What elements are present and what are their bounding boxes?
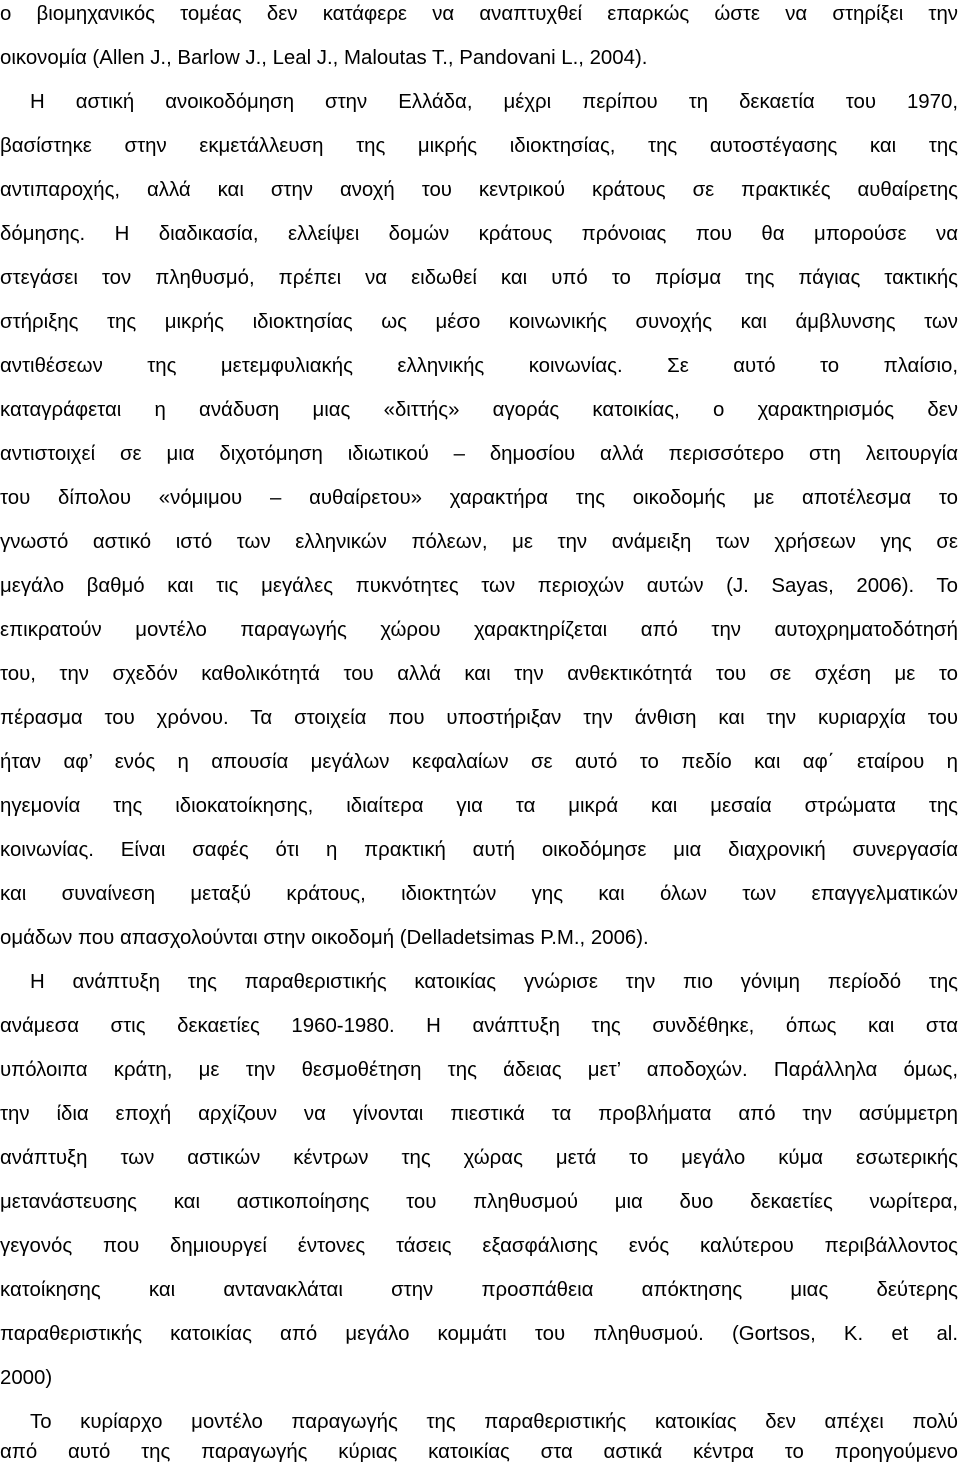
text-line: του, την σχεδόν καθολικότητά του αλλά και την ανθεκτικότητά του σε σχέση με το [0, 663, 958, 685]
text-line: επικρατούν μοντέλο παραγωγής χώρου χαρακτηρίζεται από την αυτοχρηματοδότησή [0, 619, 958, 641]
text-line: καταγράφεται η ανάδυση μιας «διττής» αγοράς κατοικίας, ο χαρακτηρισμός δεν [0, 399, 958, 421]
text-line: κατοίκησης και αντανακλάται στην προσπάθεια απόκτησης μιας δεύτερης [0, 1279, 958, 1301]
text-line: του δίπολου «νόμιμου – αυθαίρετου» χαρακτήρα της οικοδομής με αποτέλεσμα το [0, 487, 958, 509]
text-line: αντιπαροχής, αλλά και στην ανοχή του κεντρικού κράτους σε πρακτικές αυθαίρετης [0, 179, 958, 201]
text-line: γεγονός που δημιουργεί έντονες τάσεις εξασφάλισης ενός καλύτερου περιβάλλοντος [0, 1235, 958, 1257]
text-line: βασίστηκε στην εκμετάλλευση της μικρής ιδιοκτησίας, της αυτοστέγασης και της [0, 135, 958, 157]
text-line: οικονομία (Allen J., Barlow J., Leal J., Maloutas T., Pandovani L., 2004). [0, 47, 648, 69]
text-line: δόμησης. Η διαδικασία, ελλείψει δομών κράτους πρόνοιας που θα μπορούσε να [0, 223, 958, 245]
text-line: ομάδων που απασχολούνται στην οικοδομή (Delladetsimas P.M., 2006). [0, 927, 649, 949]
text-line: παραθεριστικής κατοικίας από μεγάλο κομμάτι του πληθυσμού. (Gortsos, K. et al. [0, 1323, 958, 1345]
text-line: πέρασμα του χρόνου. Τα στοιχεία που υποστήριξαν την άνθιση και την κυριαρχία του [0, 707, 958, 729]
text-line: ο βιομηχανικός τομέας δεν κατάφερε να αναπτυχθεί επαρκώς ώστε να στηρίξει την [0, 3, 958, 25]
paragraph-first-line: Η ανάπτυξη της παραθεριστικής κατοικίας γνώρισε την πιο γόνιμη περίοδό της [30, 971, 958, 993]
text-line: στήριξης της μικρής ιδιοκτησίας ως μέσο κοινωνικής συνοχής και άμβλυνσης των [0, 311, 958, 333]
text-line: ηγεμονία της ιδιοκατοίκησης, ιδιαίτερα για τα μικρά και μεσαία στρώματα της [0, 795, 958, 817]
paragraph-first-line: Η αστική ανοικοδόμηση στην Ελλάδα, μέχρι περίπου τη δεκαετία του 1970, [30, 91, 958, 113]
text-line: αντιστοιχεί σε μια διχοτόμηση ιδιωτικού – δημοσίου αλλά περισσότερο στη λειτουργία [0, 443, 958, 465]
text-line: ανάπτυξη των αστικών κέντρων της χώρας μετά το μεγάλο κύμα εσωτερικής [0, 1147, 958, 1169]
text-line: ανάμεσα στις δεκαετίες 1960-1980. Η ανάπτυξη της συνδέθηκε, όπως και στα [0, 1015, 958, 1037]
text-line: μεγάλο βαθμό και τις μεγάλες πυκνότητες των περιοχών αυτών (J. Sayas, 2006). Το [0, 575, 958, 597]
paragraph-first-line: Το κυρίαρχο μοντέλο παραγωγής της παραθεριστικής κατοικίας δεν απέχει πολύ [30, 1411, 958, 1433]
text-line: από αυτό της παραγωγής κύριας κατοικίας στα αστικά κέντρα το προηγούμενο [0, 1441, 958, 1463]
text-line: αντιθέσεων της μετεμφυλιακής ελληνικής κοινωνίας. Σε αυτό το πλαίσιο, [0, 355, 958, 377]
text-line: την ίδια εποχή αρχίζουν να γίνονται πιεστικά τα προβλήματα από την ασύμμετρη [0, 1103, 958, 1125]
text-line: και συναίνεση μεταξύ κράτους, ιδιοκτητών γης και όλων των επαγγελματικών [0, 883, 958, 905]
text-line: μετανάστευσης και αστικοποίησης του πληθυσμού μια δυο δεκαετίες νωρίτερα, [0, 1191, 958, 1213]
text-line: κοινωνίας. Είναι σαφές ότι η πρακτική αυτή οικοδόμησε μια διαχρονική συνεργασία [0, 839, 958, 861]
text-line: 2000) [0, 1367, 53, 1389]
text-line: γνωστό αστικό ιστό των ελληνικών πόλεων, με την ανάμειξη των χρήσεων γης σε [0, 531, 958, 553]
text-line: ήταν αφ’ ενός η απουσία μεγάλων κεφαλαίων σε αυτό το πεδίο και αφ΄ εταίρου η [0, 751, 958, 773]
text-line: υπόλοιπα κράτη, με την θεσμοθέτηση της άδειας μετ’ αποδοχών. Παράλληλα όμως, [0, 1059, 958, 1081]
text-line: στεγάσει τον πληθυσμό, πρέπει να ειδωθεί και υπό το πρίσμα της πάγιας τακτικής [0, 267, 958, 289]
